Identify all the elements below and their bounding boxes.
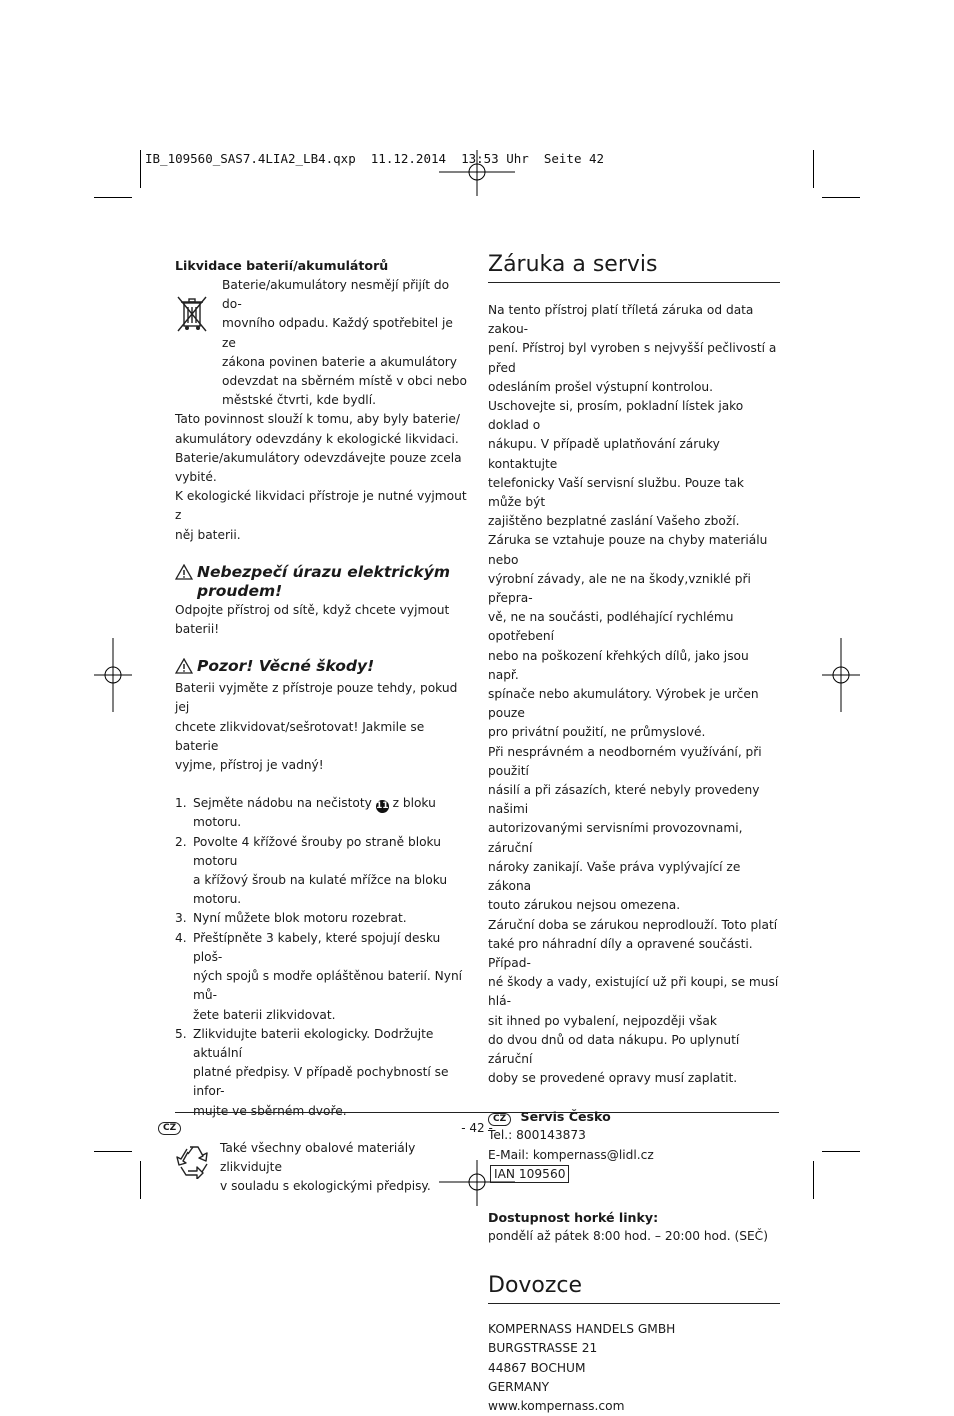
battery-intro-block [175, 276, 467, 410]
hotline-title: Dostupnost horké linky: [488, 1209, 659, 1225]
warning-electric-shock [175, 563, 467, 639]
print-slug-line: IB_109560_SAS7.4LIA2_LB4.qxp 11.12.2014 13:53 Uhr Seite 42 [145, 151, 605, 166]
step-text: z bloku motoru. [193, 796, 436, 830]
left-column [175, 256, 467, 1196]
warning-triangle-icon [175, 563, 197, 601]
text-line: sit ihned po vybalení, nejpozději však [488, 1013, 717, 1028]
text-line: telefonicky Vaší servisní službu. Pouze tak může být [488, 475, 744, 510]
text-line: doby se provedené opravy musí zaplatit. [488, 1071, 738, 1086]
text-line: autorizovanými servisními provozovnami, záruční [488, 821, 743, 855]
step-number: 5. [175, 1026, 187, 1041]
text-line: také pro náhradní díly a opravené součásti. Případ- [488, 936, 753, 970]
text-line: Na tento přístroj platí tříletá záruka od data zakou- [488, 303, 754, 337]
text-line: akumulátory odevzdány k ekologické likvidaci. [175, 431, 459, 446]
ian-line [490, 1165, 780, 1184]
step-text: Přeštípněte 3 kabely, které spojují desku ploš- [193, 930, 441, 964]
text-line: Záruka se vztahuje pouze na chyby materiálu nebo [488, 533, 768, 567]
ian-box: IAN 109560 [490, 1165, 569, 1183]
step-number: 2. [175, 834, 187, 849]
step-text: a křížový šroub na kulaté mřížce na bloku motoru. [193, 873, 448, 907]
text-line: něj baterii. [175, 527, 241, 542]
text-line: Baterie/akumulátory odevzdávejte pouze zcela [175, 450, 462, 465]
text-line: vě, ne na součásti, podléhající rychlému opotřebení [488, 610, 734, 644]
text-line: K ekologické likvidaci přístroje je nutné vyjmout z [175, 489, 467, 523]
step-text: platné předpisy. V případě pochybností se infor- [193, 1065, 449, 1099]
service-email: E-Mail: kompernass@lidl.cz [488, 1147, 654, 1162]
hotline-text: pondělí až pátek 8:00 hod. – 20:00 hod. (SEČ) [488, 1228, 768, 1243]
step-text: mujte ve sběrném dvoře. [193, 1103, 347, 1118]
warranty-text [488, 301, 780, 1088]
text-line: zajištěno bezplatné zaslání Vašeho zboží. [488, 514, 740, 529]
text-line: odesláním prošel výstupní kontrolou. [488, 379, 714, 394]
recycle-icon [175, 1139, 220, 1197]
step-number: 1. [175, 796, 187, 811]
text-line: vybité. [175, 470, 217, 485]
list-item [175, 909, 467, 928]
service-heading [488, 1107, 780, 1126]
text-line: výrobní závady, ale ne na škody,vzniklé při přepra- [488, 571, 751, 606]
address-line: KOMPERNASS HANDELS GMBH [488, 1322, 676, 1337]
text-line: pro privátní použití, ne průmyslové. [488, 725, 706, 740]
battery-disposal-title: Likvidace baterií/akumulátorů [175, 258, 389, 273]
text-line: chcete zlikvidovat/sešrotovat! Jakmile se baterie [175, 719, 425, 753]
text-line: Záruční doba se zárukou neprodlouží. Toto platí [488, 917, 778, 932]
recycle-text [220, 1139, 467, 1197]
address-line: www.kompernass.com [488, 1398, 625, 1413]
warning-title-line: Nebezpečí úrazu elektrickým [197, 562, 450, 581]
list-item [175, 1025, 467, 1121]
warning-heading [175, 657, 467, 679]
text-line: nároky zanikají. Vaše práva vyplývající ze zákona [488, 859, 741, 894]
text-line: do dvou dnů od data nákupu. Po uplynutí záruční [488, 1032, 740, 1066]
right-column [488, 250, 780, 1416]
step-text: Povolte 4 křížové šrouby po straně bloku motoru [193, 834, 441, 868]
text-line: zákona povinen baterie a akumulátory [222, 354, 458, 369]
text-line: Baterii vyjměte z přístroje pouze tehdy, pokud jej [175, 681, 458, 715]
text-line: touto zárukou nejsou omezena. [488, 898, 681, 913]
text-line: movního odpadu. Každý spotřebitel je ze [222, 316, 453, 350]
warning-title-line: Pozor! Věcné škody! [197, 657, 375, 676]
text-line: Baterie/akumulátory nesmějí přijít do do- [222, 278, 450, 312]
footer-country-badge: CZ [158, 1122, 181, 1135]
step-text: žete baterii zlikvidovat. [193, 1007, 336, 1022]
warning-triangle-icon [175, 657, 197, 679]
hotline-block [488, 1208, 780, 1246]
text-line: nebo na poškození křehkých dílů, jako jsou např. [488, 648, 749, 682]
text-line: Tato povinnost slouží k tomu, aby byly baterie/ [175, 412, 460, 427]
step-number: 4. [175, 930, 187, 945]
step-text: Zlikvidujte baterii ekologicky. Dodržujte aktuální [193, 1026, 434, 1060]
list-item [175, 794, 467, 832]
warranty-heading: Záruka a servis [488, 252, 658, 277]
importer-address [488, 1320, 780, 1416]
heading-rule [488, 282, 780, 283]
text-line: násilí a při zásazích, které nebyly provedeny našimi [488, 783, 760, 817]
text-line: vyjme, přístroj je vadný! [175, 758, 324, 773]
text-line: městské čtvrti, kde bydlí. [222, 393, 376, 408]
text-line: nákupu. V případě uplatňování záruky kontaktujte [488, 437, 720, 471]
text-line: odevzdat na sběrném místě v obci nebo [222, 374, 467, 389]
country-badge: CZ [488, 1113, 511, 1126]
warning-text: Odpojte přístroj od sítě, když chcete vyjmout baterii! [175, 602, 450, 637]
list-item [175, 929, 467, 1025]
text-line: spínače nebo akumulátory. Výrobek je určen pouze [488, 687, 759, 721]
text-line: pení. Přístroj byl vyroben s nejvyšší pečlivostí a před [488, 341, 777, 375]
step-text: Nyní můžete blok motoru rozebrat. [193, 911, 407, 926]
warning-title-line: proudem! [197, 581, 283, 600]
address-line: GERMANY [488, 1379, 550, 1394]
text-line: Uschovejte si, prosím, pokladní lístek jako doklad o [488, 399, 744, 433]
heading-rule [488, 1303, 780, 1304]
step-text: Sejměte nádobu na nečistoty [193, 796, 372, 811]
page-number: - 42 - [461, 1121, 493, 1135]
list-item [175, 833, 467, 910]
battery-intro-text [222, 276, 467, 410]
text-line: Také všechny obalové materiály zlikvidujte [220, 1140, 416, 1174]
text-line: v souladu s ekologickými předpisy. [220, 1179, 431, 1194]
disassembly-steps [175, 794, 467, 1120]
address-line: 44867 BOCHUM [488, 1360, 586, 1375]
service-block [488, 1107, 780, 1184]
warning-property-damage [175, 657, 467, 775]
footer-rule [175, 1112, 779, 1113]
text-line: Při nesprávném a neodborném využívání, při použití [488, 744, 762, 778]
warning-heading [175, 563, 467, 601]
importer-heading: Dovozce [488, 1273, 583, 1299]
recycle-note [175, 1139, 467, 1197]
step-number: 3. [175, 911, 187, 926]
part-number-badge: 11 [375, 801, 389, 812]
text-line: né škody a vady, existující už při koupi, se musí hlá- [488, 975, 779, 1009]
step-text: ných spojů s modře opláštěnou baterií. Nyní mů- [193, 969, 463, 1003]
address-line: BURGSTRASSE 21 [488, 1341, 598, 1356]
service-phone: Tel.: 800143873 [488, 1128, 586, 1143]
battery-paragraph [175, 410, 467, 544]
crossed-bin-icon [175, 276, 222, 410]
service-title: Servis Česko [520, 1109, 611, 1125]
